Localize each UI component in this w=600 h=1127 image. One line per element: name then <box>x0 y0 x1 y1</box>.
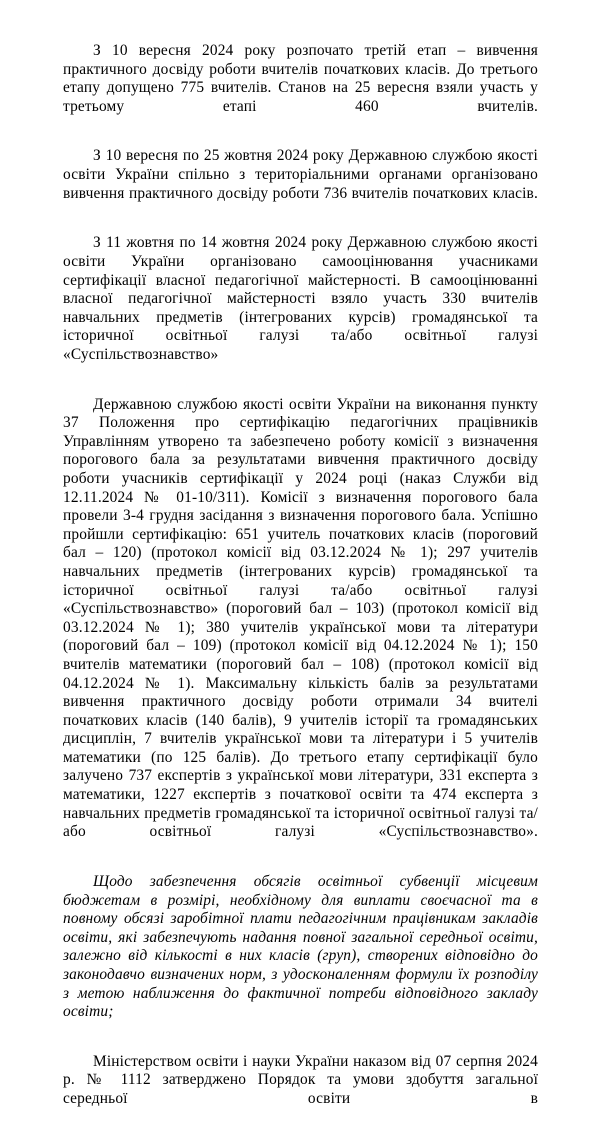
paragraph-5-italic: Щодо забезпечення обсягів освітньої субвенції місцевим бюджетам в розмірі, необхідному для виплати своєчасної та в повному обсязі заробітної плати педагогічним працівникам закладів освіти, які забезпечують надання повної загальної середньої освіти, залежно від кількості в них класів (груп), створених відповідно до законодавчо визначених норм, з удосконаленням формули їх розподілу з метою наближення до фактичної потреби відповідного закладу освіти; <box>63 872 538 1021</box>
paragraph-1: З 10 вересня 2024 року розпочато третій етап – вивчення практичного досвіду роботи вчителів початкових класів. До третього етапу допущено 775 вчителів. Станов на 25 вересня взяли участь у третьому етапі 460 вчителів. <box>63 42 538 115</box>
paragraph-3: З 11 жовтня по 14 жовтня 2024 року Державною службою якості освіти України організовано самооцінювання учасниками сертифікації власної педагогічної майстерності. В самооцінюванні власної педагогічної майстерності взяло участь 330 вчителів навчальних предметів (інтегрованих курсів) громадянської та історичної освітньої галузі та/або освітньої галузі «Суспільствознавство» <box>63 234 538 363</box>
paragraph-2: З 10 вересня по 25 жовтня 2024 року Державною службою якості освіти України спільно з територіальними органами організовано вивчення практичного досвіду роботи 736 вчителів початкових класів. <box>63 147 538 202</box>
paragraph-4: Державною службою якості освіти України на виконання пункту 37 Положення про сертифікацію педагогічних працівників Управлінням утворено та забезпечено роботу комісії з визначення порогового бала за результатами вивчення практичного досвіду роботи учасників сертифікації у 2024 році (наказ Служби від 12.11.2024 № 01-10/311). Комісії з визначення порогового бала провели 3-4 грудня засідання з визначення порогового бала. Успішно пройшли сертифікацію: 651 учитель початкових класів (пороговий бал – 120) (протокол комісії від 03.12.2024 № 1); 297 учителів навчальних предметів (інтегрованих курсів) громадянської та історичної освітньої галузі та/або освітньої галузі «Суспільствознавство» (пороговий бал – 103) (протокол комісії від 03.12.2024 № 1); 380 учителів української мови та літератури (пороговий бал – 109) (протокол комісії від 04.12.2024 № 1); 150 вчителів математики (пороговий бал – 108) (протокол комісії від 04.12.2024 № 1). Максимальну кількість балів за результатами вивчення практичного досвіду роботи отримали 34 вчителі початкових класів (140 балів), 9 учителів історії та громадянських дисциплін, 7 вчителів української мови та літератури і 5 учителів математики (по 125 балів). До третього етапу сертифікації було залучено 737 експертів з української мови літератури, 331 експерта з математики, 1227 експертів з початкової освіти та 474 експерта з навчальних предметів громадянської та історичної освітньої галузі та/або освітньої галузі «Суспільствознавство». <box>63 395 538 841</box>
document-text-body <box>63 42 538 1127</box>
paragraph-6: Міністерством освіти і науки України наказом від 07 серпня 2024 р. № 1112 затверджено Порядок та умови здобуття загальної середньої освіти в <box>63 1052 538 1107</box>
